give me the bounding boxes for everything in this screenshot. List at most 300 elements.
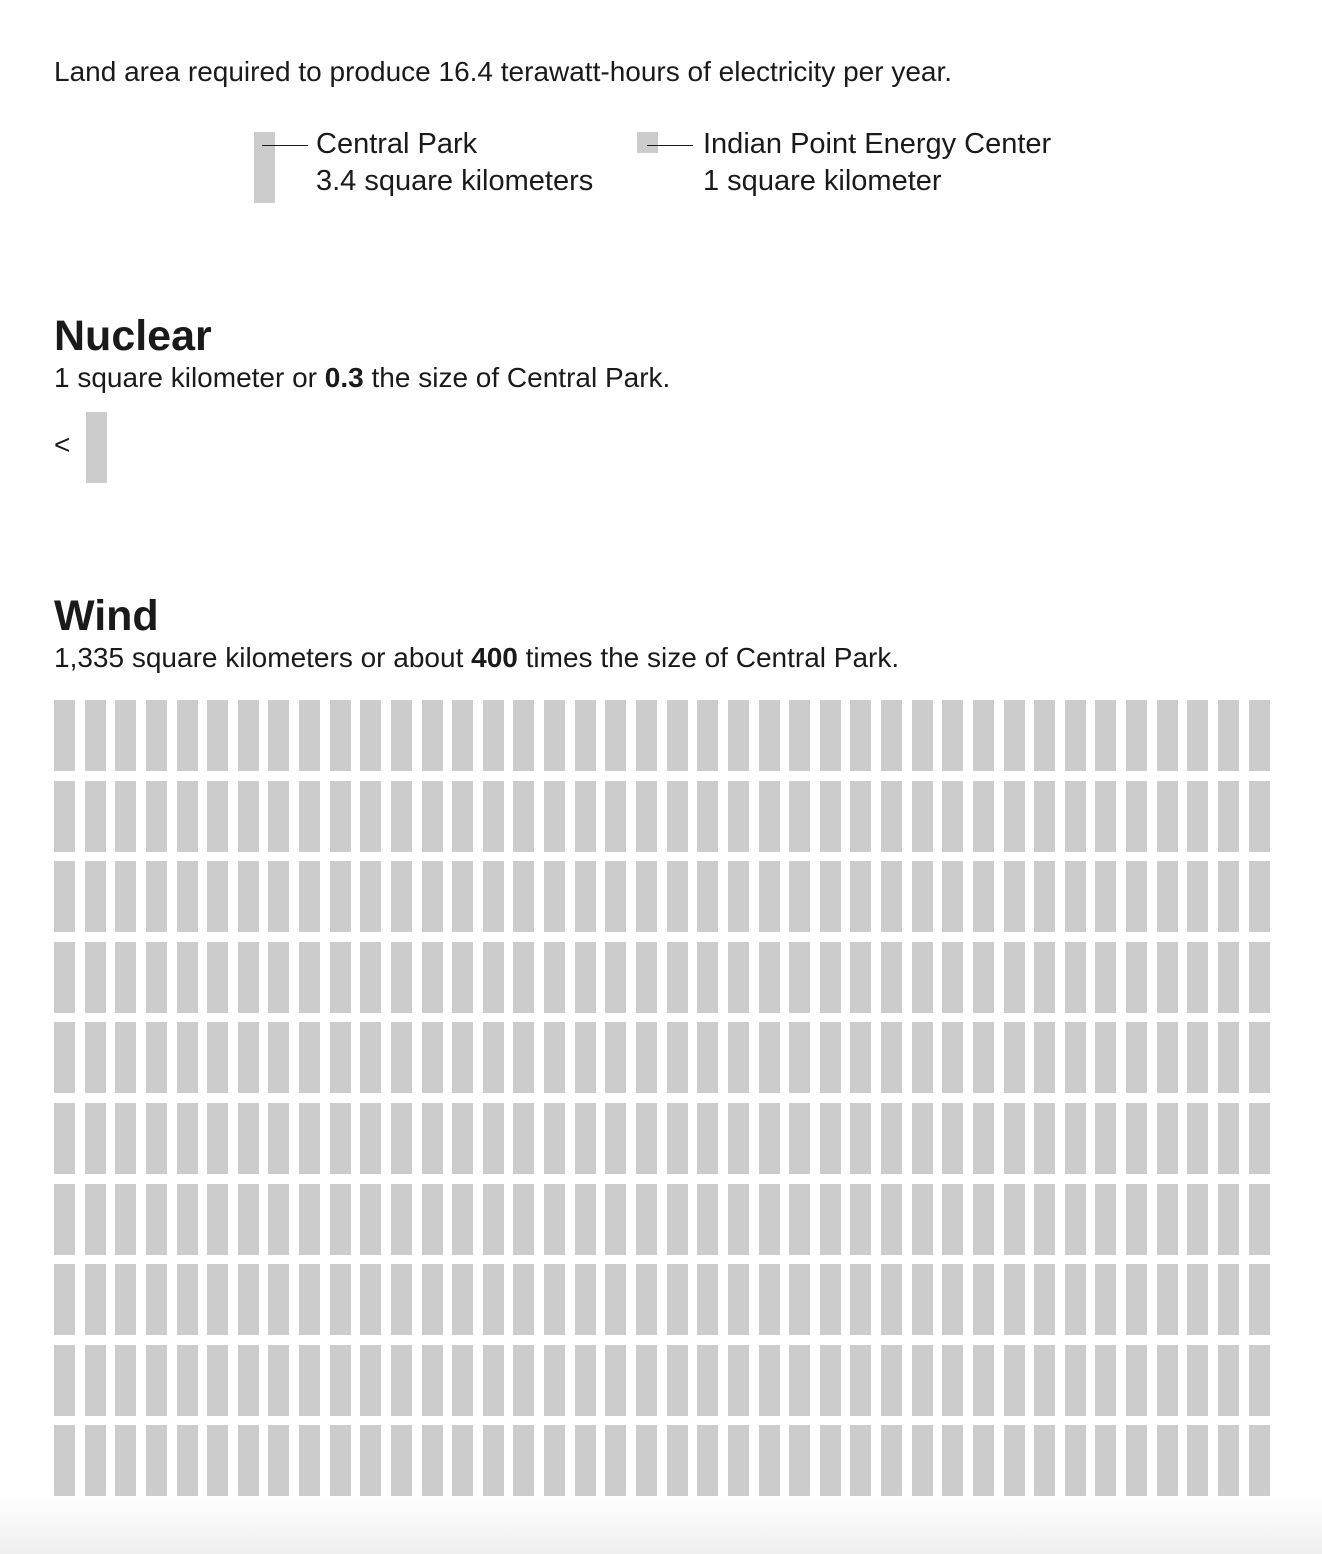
central-park-unit	[299, 942, 320, 1013]
central-park-unit	[54, 1345, 75, 1416]
central-park-unit	[912, 1264, 933, 1335]
central-park-unit	[759, 1184, 780, 1255]
central-park-unit	[146, 1345, 167, 1416]
central-park-unit	[360, 1184, 381, 1255]
central-park-unit	[299, 861, 320, 932]
central-park-unit	[697, 1264, 718, 1335]
central-park-unit	[1065, 861, 1086, 932]
central-park-unit	[575, 942, 596, 1013]
nuclear-multiple: 0.3	[324, 362, 364, 393]
central-park-unit	[1095, 942, 1116, 1013]
central-park-unit	[1218, 1184, 1239, 1255]
central-park-unit	[391, 781, 412, 852]
central-park-unit	[1065, 1022, 1086, 1093]
central-park-unit	[667, 942, 688, 1013]
central-park-unit	[789, 781, 810, 852]
central-park-unit	[330, 942, 351, 1013]
central-park-unit	[54, 1425, 75, 1496]
central-park-unit	[391, 861, 412, 932]
central-park-unit	[1095, 861, 1116, 932]
wind-desc-end: times the size of Central Park.	[517, 642, 900, 673]
central-park-unit	[912, 1425, 933, 1496]
central-park-unit	[360, 700, 381, 771]
central-park-unit	[1249, 1022, 1270, 1093]
central-park-unit	[544, 942, 565, 1013]
central-park-unit	[728, 1184, 749, 1255]
central-park-unit	[513, 1425, 534, 1496]
central-park-unit	[1065, 1264, 1086, 1335]
central-park-unit	[1218, 781, 1239, 852]
central-park-unit	[483, 781, 504, 852]
central-park-unit	[1157, 700, 1178, 771]
central-park-unit	[115, 1345, 136, 1416]
central-park-unit	[850, 861, 871, 932]
central-park-unit	[820, 1345, 841, 1416]
central-park-unit	[636, 1103, 657, 1174]
central-park-unit	[820, 1103, 841, 1174]
central-park-unit	[636, 700, 657, 771]
central-park-unit	[942, 1425, 963, 1496]
central-park-unit	[1249, 1425, 1270, 1496]
central-park-unit	[544, 1425, 565, 1496]
central-park-unit	[1187, 1264, 1208, 1335]
central-park-unit	[973, 942, 994, 1013]
central-park-unit	[789, 1425, 810, 1496]
central-park-label: Central Park	[316, 128, 478, 160]
central-park-unit	[1065, 1103, 1086, 1174]
central-park-unit	[146, 942, 167, 1013]
central-park-unit	[544, 1022, 565, 1093]
central-park-unit	[1034, 1264, 1055, 1335]
central-park-unit	[54, 1103, 75, 1174]
central-park-unit	[789, 1103, 810, 1174]
central-park-unit	[544, 861, 565, 932]
central-park-unit	[789, 1345, 810, 1416]
central-park-unit	[789, 1264, 810, 1335]
central-park-unit	[54, 942, 75, 1013]
central-park-unit	[1187, 1345, 1208, 1416]
central-park-unit	[1126, 1425, 1147, 1496]
central-park-unit	[912, 861, 933, 932]
central-park-unit	[299, 1022, 320, 1093]
central-park-unit	[912, 1103, 933, 1174]
central-park-unit	[1218, 1103, 1239, 1174]
central-park-unit	[850, 1022, 871, 1093]
central-park-unit	[820, 942, 841, 1013]
central-park-unit	[728, 1022, 749, 1093]
central-park-unit	[422, 1425, 443, 1496]
central-park-unit	[1249, 942, 1270, 1013]
central-park-unit	[544, 1184, 565, 1255]
central-park-unit	[360, 1425, 381, 1496]
central-park-unit	[973, 1345, 994, 1416]
central-park-unit	[820, 1184, 841, 1255]
central-park-unit	[912, 1022, 933, 1093]
central-park-unit	[789, 861, 810, 932]
central-park-unit	[973, 1184, 994, 1255]
central-park-unit	[146, 781, 167, 852]
central-park-unit	[1004, 1103, 1025, 1174]
central-park-unit	[391, 1184, 412, 1255]
central-park-unit	[115, 942, 136, 1013]
central-park-unit	[1126, 1264, 1147, 1335]
central-park-unit	[177, 1264, 198, 1335]
central-park-unit	[422, 861, 443, 932]
central-park-unit	[850, 1345, 871, 1416]
central-park-unit	[728, 942, 749, 1013]
central-park-unit	[422, 700, 443, 771]
central-park-unit	[1249, 1103, 1270, 1174]
central-park-unit	[1157, 781, 1178, 852]
central-park-unit	[636, 1345, 657, 1416]
central-park-unit	[330, 1264, 351, 1335]
central-park-unit	[177, 1184, 198, 1255]
central-park-unit	[697, 781, 718, 852]
central-park-unit	[360, 1022, 381, 1093]
central-park-unit	[575, 1345, 596, 1416]
central-park-unit	[912, 1184, 933, 1255]
central-park-unit	[115, 1184, 136, 1255]
central-park-unit	[360, 942, 381, 1013]
central-park-unit	[1157, 1425, 1178, 1496]
central-park-unit	[667, 1264, 688, 1335]
central-park-unit	[759, 1103, 780, 1174]
central-park-unit	[1249, 781, 1270, 852]
central-park-unit	[177, 1103, 198, 1174]
central-park-unit	[483, 1103, 504, 1174]
central-park-unit	[1157, 1022, 1178, 1093]
central-park-unit	[697, 1184, 718, 1255]
central-park-unit	[1004, 1184, 1025, 1255]
central-park-unit	[1004, 942, 1025, 1013]
central-park-unit	[513, 700, 534, 771]
central-park-unit	[85, 1345, 106, 1416]
central-park-unit	[238, 1425, 259, 1496]
central-park-unit	[146, 1425, 167, 1496]
central-park-unit	[177, 700, 198, 771]
central-park-unit	[605, 942, 626, 1013]
central-park-unit	[115, 1425, 136, 1496]
central-park-unit	[452, 861, 473, 932]
central-park-unit	[360, 781, 381, 852]
central-park-unit	[1126, 861, 1147, 932]
central-park-unit	[391, 1264, 412, 1335]
central-park-unit	[1218, 1264, 1239, 1335]
central-park-unit	[605, 1103, 626, 1174]
central-park-unit	[1095, 1345, 1116, 1416]
central-park-unit	[544, 781, 565, 852]
central-park-unit	[973, 781, 994, 852]
central-park-unit	[1126, 700, 1147, 771]
central-park-unit	[452, 1022, 473, 1093]
central-park-unit	[452, 1425, 473, 1496]
central-park-unit	[759, 781, 780, 852]
central-park-unit	[513, 1264, 534, 1335]
central-park-unit	[1218, 861, 1239, 932]
central-park-unit	[330, 861, 351, 932]
central-park-unit	[54, 700, 75, 771]
central-park-unit	[85, 1264, 106, 1335]
central-park-unit	[1034, 1022, 1055, 1093]
central-park-unit	[1126, 1345, 1147, 1416]
wind-title: Wind	[54, 592, 159, 640]
central-park-unit	[667, 781, 688, 852]
central-park-unit	[820, 781, 841, 852]
central-park-unit	[850, 700, 871, 771]
central-park-unit	[881, 1184, 902, 1255]
central-park-unit	[452, 1264, 473, 1335]
less-than-symbol: <	[54, 429, 71, 460]
central-park-unit	[667, 861, 688, 932]
central-park-unit	[605, 700, 626, 771]
central-park-unit	[1034, 1184, 1055, 1255]
central-park-unit	[391, 700, 412, 771]
central-park-unit	[207, 1184, 228, 1255]
central-park-unit	[1187, 861, 1208, 932]
central-park-unit	[575, 781, 596, 852]
central-park-unit	[422, 1345, 443, 1416]
central-park-unit	[1157, 1184, 1178, 1255]
central-park-unit	[1095, 1264, 1116, 1335]
central-park-unit	[1004, 1022, 1025, 1093]
central-park-unit	[360, 1345, 381, 1416]
central-park-unit	[1034, 1103, 1055, 1174]
central-park-unit	[789, 1022, 810, 1093]
central-park-unit	[942, 1022, 963, 1093]
central-park-unit	[1157, 861, 1178, 932]
central-park-unit	[942, 700, 963, 771]
central-park-unit	[728, 1425, 749, 1496]
central-park-unit	[299, 1425, 320, 1496]
central-park-unit	[85, 1184, 106, 1255]
central-park-unit	[1157, 1264, 1178, 1335]
central-park-unit	[1187, 781, 1208, 852]
central-park-unit	[299, 1264, 320, 1335]
central-park-unit	[820, 1425, 841, 1496]
central-park-unit	[115, 1022, 136, 1093]
central-park-unit	[513, 861, 534, 932]
central-park-unit	[330, 1022, 351, 1093]
central-park-unit	[1187, 942, 1208, 1013]
central-park-unit	[850, 1103, 871, 1174]
central-park-unit	[330, 1425, 351, 1496]
central-park-unit	[728, 861, 749, 932]
central-park-unit	[1187, 1184, 1208, 1255]
central-park-unit	[605, 1184, 626, 1255]
central-park-unit	[1065, 942, 1086, 1013]
central-park-unit	[54, 1022, 75, 1093]
central-park-unit	[54, 781, 75, 852]
central-park-unit	[789, 700, 810, 771]
central-park-unit	[1187, 1425, 1208, 1496]
central-park-unit	[85, 700, 106, 771]
central-park-unit	[544, 1103, 565, 1174]
central-park-unit	[115, 1103, 136, 1174]
central-park-unit	[759, 1425, 780, 1496]
central-park-unit	[697, 861, 718, 932]
central-park-unit	[544, 1345, 565, 1416]
central-park-unit	[1218, 1425, 1239, 1496]
central-park-unit	[942, 1345, 963, 1416]
central-park-unit	[1249, 700, 1270, 771]
central-park-unit	[973, 1425, 994, 1496]
central-park-unit	[667, 1184, 688, 1255]
central-park-unit	[575, 1425, 596, 1496]
central-park-area: 3.4 square kilometers	[316, 165, 594, 197]
central-park-unit	[268, 781, 289, 852]
central-park-unit	[789, 942, 810, 1013]
central-park-unit	[636, 1425, 657, 1496]
central-park-unit	[1034, 1425, 1055, 1496]
wind-multiple: 400	[471, 642, 518, 673]
central-park-unit	[1157, 1345, 1178, 1416]
central-park-unit	[820, 700, 841, 771]
central-park-unit	[881, 700, 902, 771]
central-park-unit	[177, 1345, 198, 1416]
central-park-unit	[1004, 700, 1025, 771]
central-park-unit	[820, 861, 841, 932]
central-park-unit	[513, 1022, 534, 1093]
central-park-unit	[238, 1103, 259, 1174]
central-park-unit	[146, 1022, 167, 1093]
central-park-unit	[881, 1345, 902, 1416]
central-park-unit	[1065, 1184, 1086, 1255]
central-park-unit	[544, 1264, 565, 1335]
nuclear-desc-start: 1 square kilometer or	[54, 362, 325, 393]
central-park-unit	[973, 1264, 994, 1335]
central-park-unit	[1218, 942, 1239, 1013]
central-park-unit	[1095, 700, 1116, 771]
central-park-unit	[483, 1264, 504, 1335]
central-park-unit	[207, 942, 228, 1013]
central-park-unit	[636, 1184, 657, 1255]
central-park-unit	[1187, 700, 1208, 771]
central-park-unit	[728, 1103, 749, 1174]
central-park-unit	[636, 861, 657, 932]
central-park-unit	[697, 1103, 718, 1174]
central-park-unit	[973, 1022, 994, 1093]
central-park-unit	[1004, 1264, 1025, 1335]
central-park-unit	[697, 942, 718, 1013]
central-park-unit	[820, 1264, 841, 1335]
central-park-unit	[207, 1425, 228, 1496]
central-park-unit	[850, 942, 871, 1013]
central-park-unit	[973, 861, 994, 932]
central-park-unit	[483, 1184, 504, 1255]
central-park-unit	[238, 1022, 259, 1093]
central-park-unit	[942, 1103, 963, 1174]
indian-point-swatch	[637, 132, 658, 153]
central-park-unit	[483, 1345, 504, 1416]
nuclear-description	[54, 360, 670, 396]
central-park-unit	[268, 1022, 289, 1093]
central-park-unit	[422, 1264, 443, 1335]
central-park-unit	[1034, 1345, 1055, 1416]
central-park-unit	[452, 700, 473, 771]
central-park-unit	[667, 1425, 688, 1496]
central-park-unit	[759, 942, 780, 1013]
central-park-unit	[1065, 700, 1086, 771]
central-park-unit	[115, 781, 136, 852]
central-park-legend	[316, 126, 593, 200]
central-park-unit	[452, 942, 473, 1013]
central-park-unit	[177, 1022, 198, 1093]
central-park-unit	[513, 942, 534, 1013]
central-park-unit	[391, 1022, 412, 1093]
central-park-unit	[85, 781, 106, 852]
central-park-unit	[544, 700, 565, 771]
central-park-unit	[330, 700, 351, 771]
central-park-unit	[207, 700, 228, 771]
central-park-unit	[697, 1345, 718, 1416]
central-park-unit	[238, 1345, 259, 1416]
central-park-unit	[1126, 942, 1147, 1013]
central-park-unit	[1157, 942, 1178, 1013]
central-park-unit	[207, 1264, 228, 1335]
central-park-unit	[1065, 1345, 1086, 1416]
nuclear-desc-end: the size of Central Park.	[363, 362, 671, 393]
central-park-unit	[330, 1184, 351, 1255]
central-park-unit	[177, 942, 198, 1013]
central-park-unit	[789, 1184, 810, 1255]
central-park-unit	[575, 861, 596, 932]
central-park-unit	[238, 1264, 259, 1335]
central-park-unit	[881, 1103, 902, 1174]
central-park-unit	[483, 1022, 504, 1093]
central-park-unit	[1095, 1184, 1116, 1255]
central-park-unit	[759, 1345, 780, 1416]
central-park-unit	[942, 861, 963, 932]
central-park-unit	[268, 1345, 289, 1416]
central-park-unit	[881, 1264, 902, 1335]
central-park-unit	[391, 1425, 412, 1496]
central-park-unit	[268, 1184, 289, 1255]
central-park-unit	[452, 1345, 473, 1416]
central-park-unit	[1095, 1022, 1116, 1093]
central-park-unit	[391, 1103, 412, 1174]
central-park-unit	[728, 700, 749, 771]
central-park-unit	[1034, 781, 1055, 852]
central-park-unit	[1126, 1184, 1147, 1255]
central-park-unit	[422, 1184, 443, 1255]
central-park-unit	[1187, 1022, 1208, 1093]
central-park-unit	[605, 1345, 626, 1416]
central-park-unit	[1004, 781, 1025, 852]
central-park-unit	[1004, 1425, 1025, 1496]
central-park-unit	[759, 1264, 780, 1335]
central-park-unit	[422, 781, 443, 852]
indian-point-leader-line	[647, 145, 693, 146]
central-park-unit	[330, 1103, 351, 1174]
central-park-unit	[360, 1103, 381, 1174]
central-park-unit	[360, 861, 381, 932]
central-park-unit	[422, 942, 443, 1013]
central-park-unit	[422, 1103, 443, 1174]
central-park-unit	[238, 861, 259, 932]
central-park-unit	[513, 1103, 534, 1174]
central-park-unit	[177, 861, 198, 932]
central-park-unit	[238, 700, 259, 771]
wind-description	[54, 640, 899, 676]
central-park-unit	[299, 1345, 320, 1416]
central-park-unit	[177, 1425, 198, 1496]
central-park-unit	[636, 942, 657, 1013]
central-park-unit	[850, 1264, 871, 1335]
central-park-unit	[268, 700, 289, 771]
wind-desc-start: 1,335 square kilometers or about	[54, 642, 472, 673]
central-park-unit	[1218, 700, 1239, 771]
central-park-unit	[207, 1103, 228, 1174]
